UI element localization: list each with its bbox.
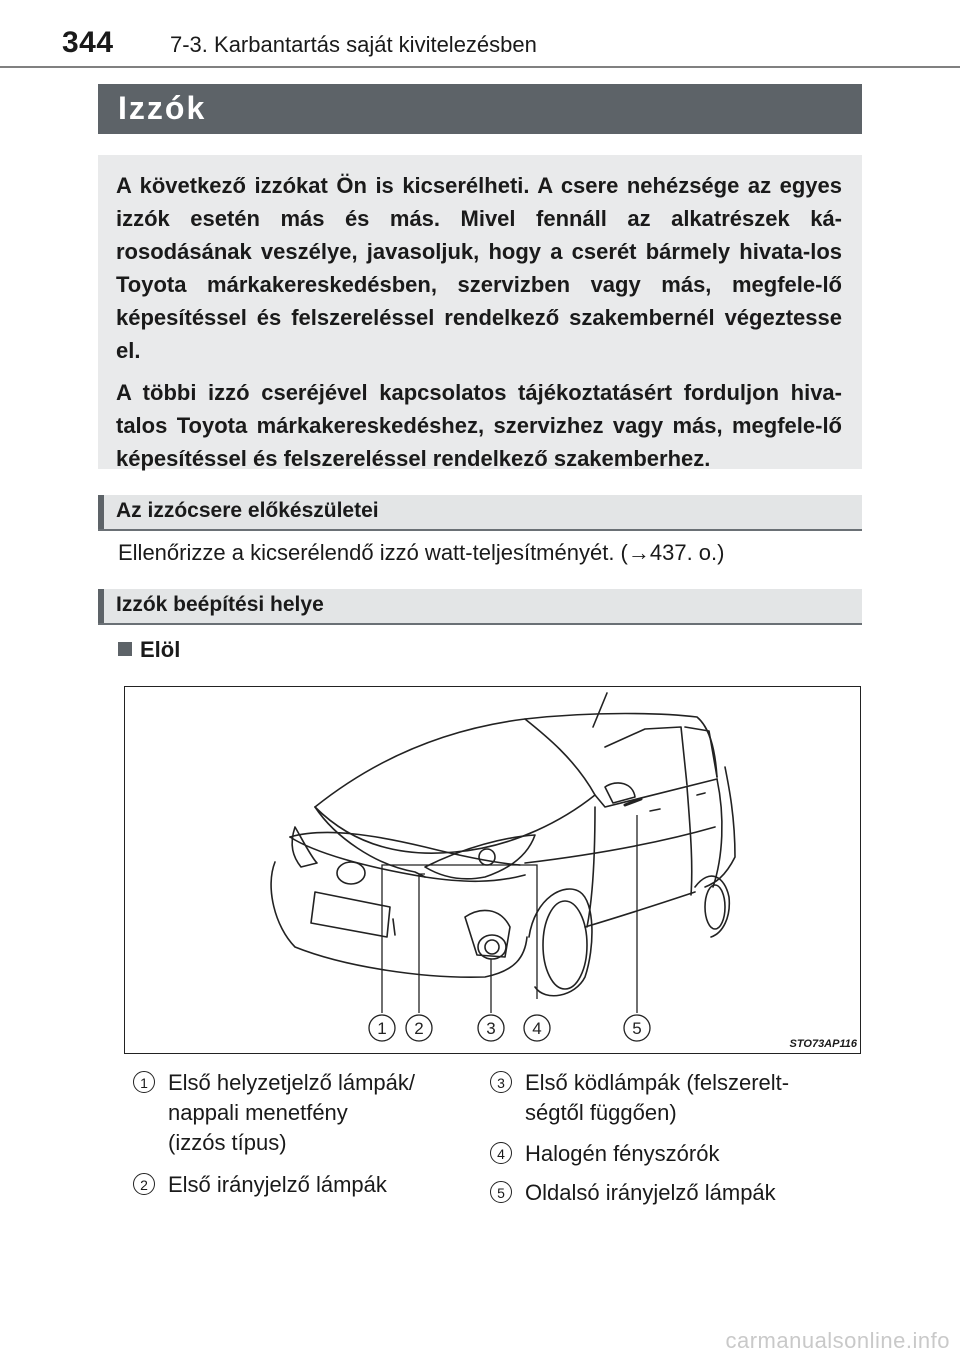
legend-text-5: Oldalsó irányjelző lámpák — [525, 1180, 776, 1205]
legend-text-1: Első helyzetjelző lámpák/ nappali menetfény (izzós típus) — [168, 1070, 416, 1155]
windshield-outline — [315, 719, 595, 853]
legend-number-5: 5 — [490, 1181, 512, 1203]
callout-label-1: 1 — [377, 1019, 387, 1038]
legend-text-2: Első irányjelző lámpák — [168, 1172, 387, 1197]
section-heading-preparation — [98, 495, 862, 531]
emblem-icon — [337, 862, 365, 884]
car-front-figure — [124, 686, 861, 1054]
subheading-front — [118, 637, 180, 663]
antenna-icon — [593, 693, 607, 727]
legend-text-3: Első ködlámpák (felszerelt- ségtől függően) — [525, 1070, 790, 1125]
watermark: carmanualsonline.info — [725, 1328, 950, 1353]
legend-number-1: 1 — [133, 1071, 155, 1093]
callout-label-3: 3 — [486, 1019, 496, 1038]
leader-line-1-4 — [382, 865, 537, 1013]
right-headlight-icon — [425, 835, 535, 879]
license-plate-outline — [311, 892, 390, 937]
legend-number-3: 3 — [490, 1071, 512, 1093]
car-roof-outline — [315, 714, 717, 808]
leader-line-2 — [419, 874, 425, 1013]
legend-text-4: Halogén fényszórók — [525, 1141, 720, 1166]
callout-label-5: 5 — [632, 1019, 642, 1038]
callout-label-4: 4 — [532, 1019, 542, 1038]
page-title: Izzók — [118, 90, 207, 126]
header-divider — [0, 66, 960, 68]
page-header — [0, 0, 960, 70]
legend-number-2: 2 — [133, 1173, 155, 1195]
wattage-instruction: Ellenőrizze a kicserélendő izzó watt-teljesítményét. (→437. o.) — [118, 540, 725, 565]
intro-paragraph-2: A többi izzó cseréjével kapcsolatos tájékoztatásért forduljon hiva-talos Toyota márkakereskedéshez, szervizhez vagy más, megfele-lő képesítéssel és felszereléssel rendelkező szakemberhez. — [116, 380, 842, 471]
page-number: 344 — [62, 26, 114, 59]
intro-box — [98, 155, 862, 469]
intro-paragraph-1: A következő izzókat Ön is kicserélheti. A csere nehézsége az egyes izzók esetén más és más. Mivel fennáll az alkatrészek ká-rosodásának veszélye, javasoljuk, hogy a cserét bármely hivata-los Toyota márkakereskedésben, szervizben vagy más, megfele-lő képesítéssel és felszereléssel rendelkező szakembernél végeztesse el. — [116, 173, 842, 363]
callout-label-2: 2 — [414, 1019, 424, 1038]
square-bullet-icon — [118, 642, 132, 656]
chapter-title: 7-3. Karbantartás saját kivitelezésben — [170, 32, 537, 57]
section-heading-locations-label: Izzók beépítési helye — [116, 593, 324, 616]
title-bar — [98, 84, 862, 134]
car-illustration — [125, 687, 861, 1054]
section-heading-locations — [98, 589, 862, 625]
front-bumper-outline — [271, 862, 527, 977]
legend-number-4: 4 — [490, 1142, 512, 1164]
figure-code: STO73AP116 — [789, 1038, 857, 1050]
front-wheel-icon — [529, 889, 592, 996]
subheading-front-label: Elöl — [140, 637, 181, 662]
section-heading-preparation-label: Az izzócsere előkészületei — [116, 499, 379, 522]
